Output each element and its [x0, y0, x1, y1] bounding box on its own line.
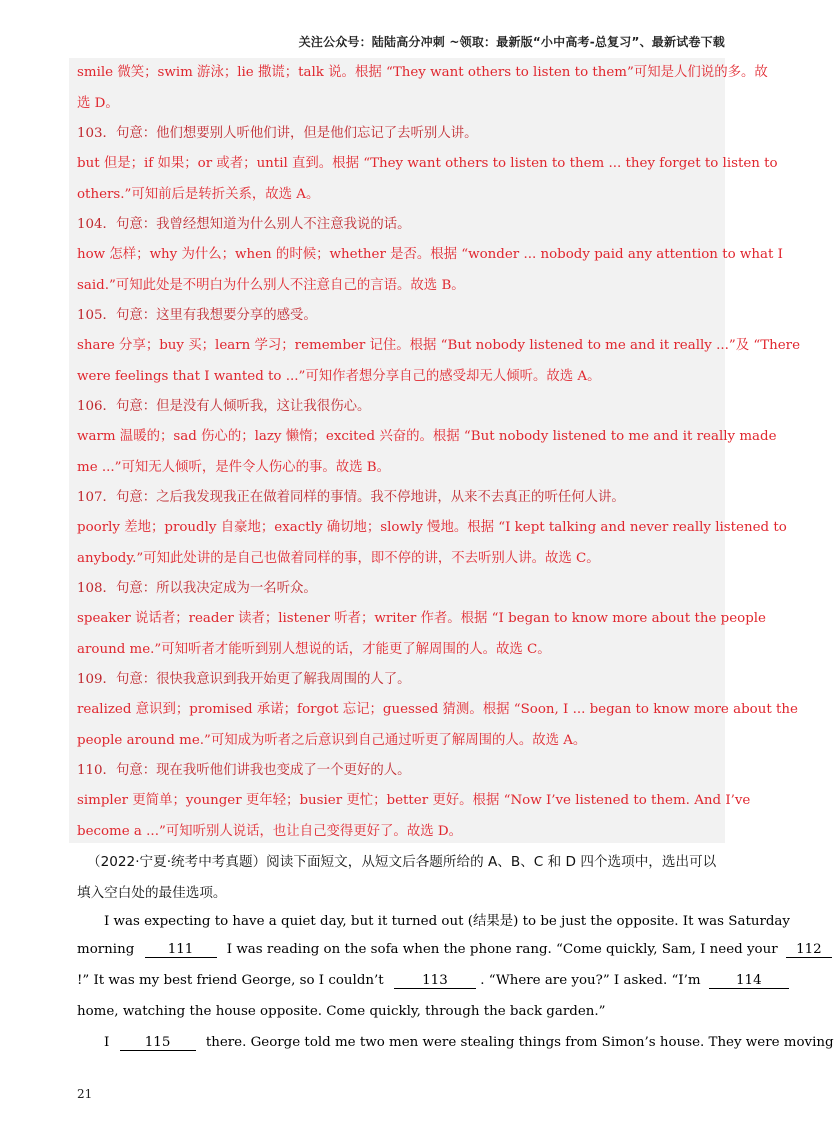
question-translation-line: 106．句意：但是没有人倾听我，这让我很伤心。 [77, 399, 371, 414]
answer-explanation-line: but 但是；if 如果；or 或者；until 直到。根据 “They want others to listen to them ... they forget to listen to [77, 156, 778, 171]
answer-explanation-line: how 怎样；why 为什么；when 的时候；whether 是否。根据 “wonder ... nobody paid any attention to what I [77, 247, 783, 262]
blank-114: 114 [709, 973, 789, 989]
blank-111: 111 [145, 942, 217, 958]
answer-explanation-line: warm 温暖的；sad 伤心的；lazy 懒惰；excited 兴奋的。根据 “But nobody listened to me and it really made [77, 429, 777, 444]
passage-text: !” It was my best friend George, so I couldn’t [77, 973, 384, 988]
answer-explanation-line: share 分享；buy 买；learn 学习；remember 记住。根据 “But nobody listened to me and it really ...”及 “There [77, 338, 801, 353]
passage-text: I [104, 1035, 110, 1050]
passage-text: there. George told me two men were stealing things from Simon’s house. They were moving [205, 1035, 834, 1050]
passage-line-3 [77, 973, 762, 989]
answer-explanation-line: become a ...”可知听别人说话，也让自己变得更好了。故选 D。 [77, 824, 462, 839]
answer-explanation-line: simpler 更简单；younger 更年轻；busier 更忙；better 更好。根据 “Now I’ve listened to them. And I’ve [77, 793, 751, 808]
question-translation-line: 108．句意：所以我决定成为一名听众。 [77, 581, 317, 596]
answer-explanations-block [69, 58, 801, 843]
passage-line-2 [77, 942, 822, 958]
reading-instructions-line-2: 填入空白处的最佳选项。 [77, 885, 227, 901]
question-translation-line: 105．句意：这里有我想要分享的感受。 [77, 308, 317, 323]
question-translation-line: 110．句意：现在我听他们讲我也变成了一个更好的人。 [77, 763, 411, 778]
answer-explanation-line: poorly 差地；proudly 自豪地；exactly 确切地；slowly 慢地。根据 “I kept talking and never really listened to [77, 520, 787, 535]
question-translation-line: 103．句意：他们想要别人听他们讲，但是他们忘记了去听别人讲。 [77, 126, 478, 141]
answer-explanation-line: others.”可知前后是转折关系，故选 A。 [77, 187, 320, 202]
answer-explanation-line: around me.”可知听者才能听到别人想说的话，才能更了解周围的人。故选 C。 [77, 642, 551, 657]
passage-text: morning [77, 942, 135, 957]
passage-line-1: I was expecting to have a quiet day, but it turned out (结果是) to be just the opposite. It was Saturday [104, 914, 790, 929]
passage-line-4: home, watching the house opposite. Come quickly, through the back garden.” [77, 1004, 606, 1019]
answer-explanation-line: smile 微笑；swim 游泳；lie 撒谎；talk 说。根据 “They want others to listen to them”可知是人们说的多。故 [77, 65, 768, 80]
answer-explanation-line: 选 D。 [77, 96, 119, 111]
reading-instructions-line-1: （2022·宁夏·统考中考真题）阅读下面短文，从短文后各题所给的 A、B、C 和 D 四个选项中，选出可以 [87, 854, 717, 870]
answer-explanation-line: speaker 说话者；reader 读者；listener 听者；writer 作者。根据 “I began to know more about the people [77, 611, 766, 626]
question-translation-line: 109．句意：很快我意识到我开始更了解我周围的人了。 [77, 672, 411, 687]
blank-115: 115 [120, 1035, 196, 1051]
page-header: 关注公众号：陆陆高分冲刺 ~领取：最新版“小中高考-总复习”、最新试卷下载 [298, 35, 725, 49]
answer-explanation-line: realized 意识到；promised 承诺；forgot 忘记；guessed 猜测。根据 “Soon, I ... began to know more about the [77, 702, 798, 717]
answer-explanation-line: anybody.”可知此处讲的是自己也做着同样的事，即不停的讲，不去听别人讲。故选 C。 [77, 551, 600, 566]
page-number: 21 [77, 1087, 93, 1101]
answer-explanation-line: me ...”可知无人倾听，是件令人伤心的事。故选 B。 [77, 460, 391, 475]
passage-text: . “Where are you?” I asked. “I’m [480, 973, 701, 988]
passage-line-5 [104, 1035, 834, 1051]
answer-explanation-line: said.”可知此处是不明白为什么别人不注意自己的言语。故选 B。 [77, 278, 465, 293]
blank-113: 113 [394, 973, 476, 989]
answer-explanation-line: people around me.”可知成为听者之后意识到自己通过听更了解周围的人。故选 A。 [77, 733, 587, 748]
question-translation-line: 104．句意：我曾经想知道为什么别人不注意我说的话。 [77, 217, 411, 232]
answer-explanation-line: were feelings that I wanted to ...”可知作者想分享自己的感受却无人倾听。故选 A。 [77, 369, 601, 384]
question-translation-line: 107．句意：之后我发现我正在做着同样的事情。我不停地讲，从来不去真正的听任何人讲。 [77, 490, 625, 505]
blank-112: 112 [786, 942, 832, 958]
passage-text: I was reading on the sofa when the phone rang. “Come quickly, Sam, I need your [226, 942, 778, 957]
